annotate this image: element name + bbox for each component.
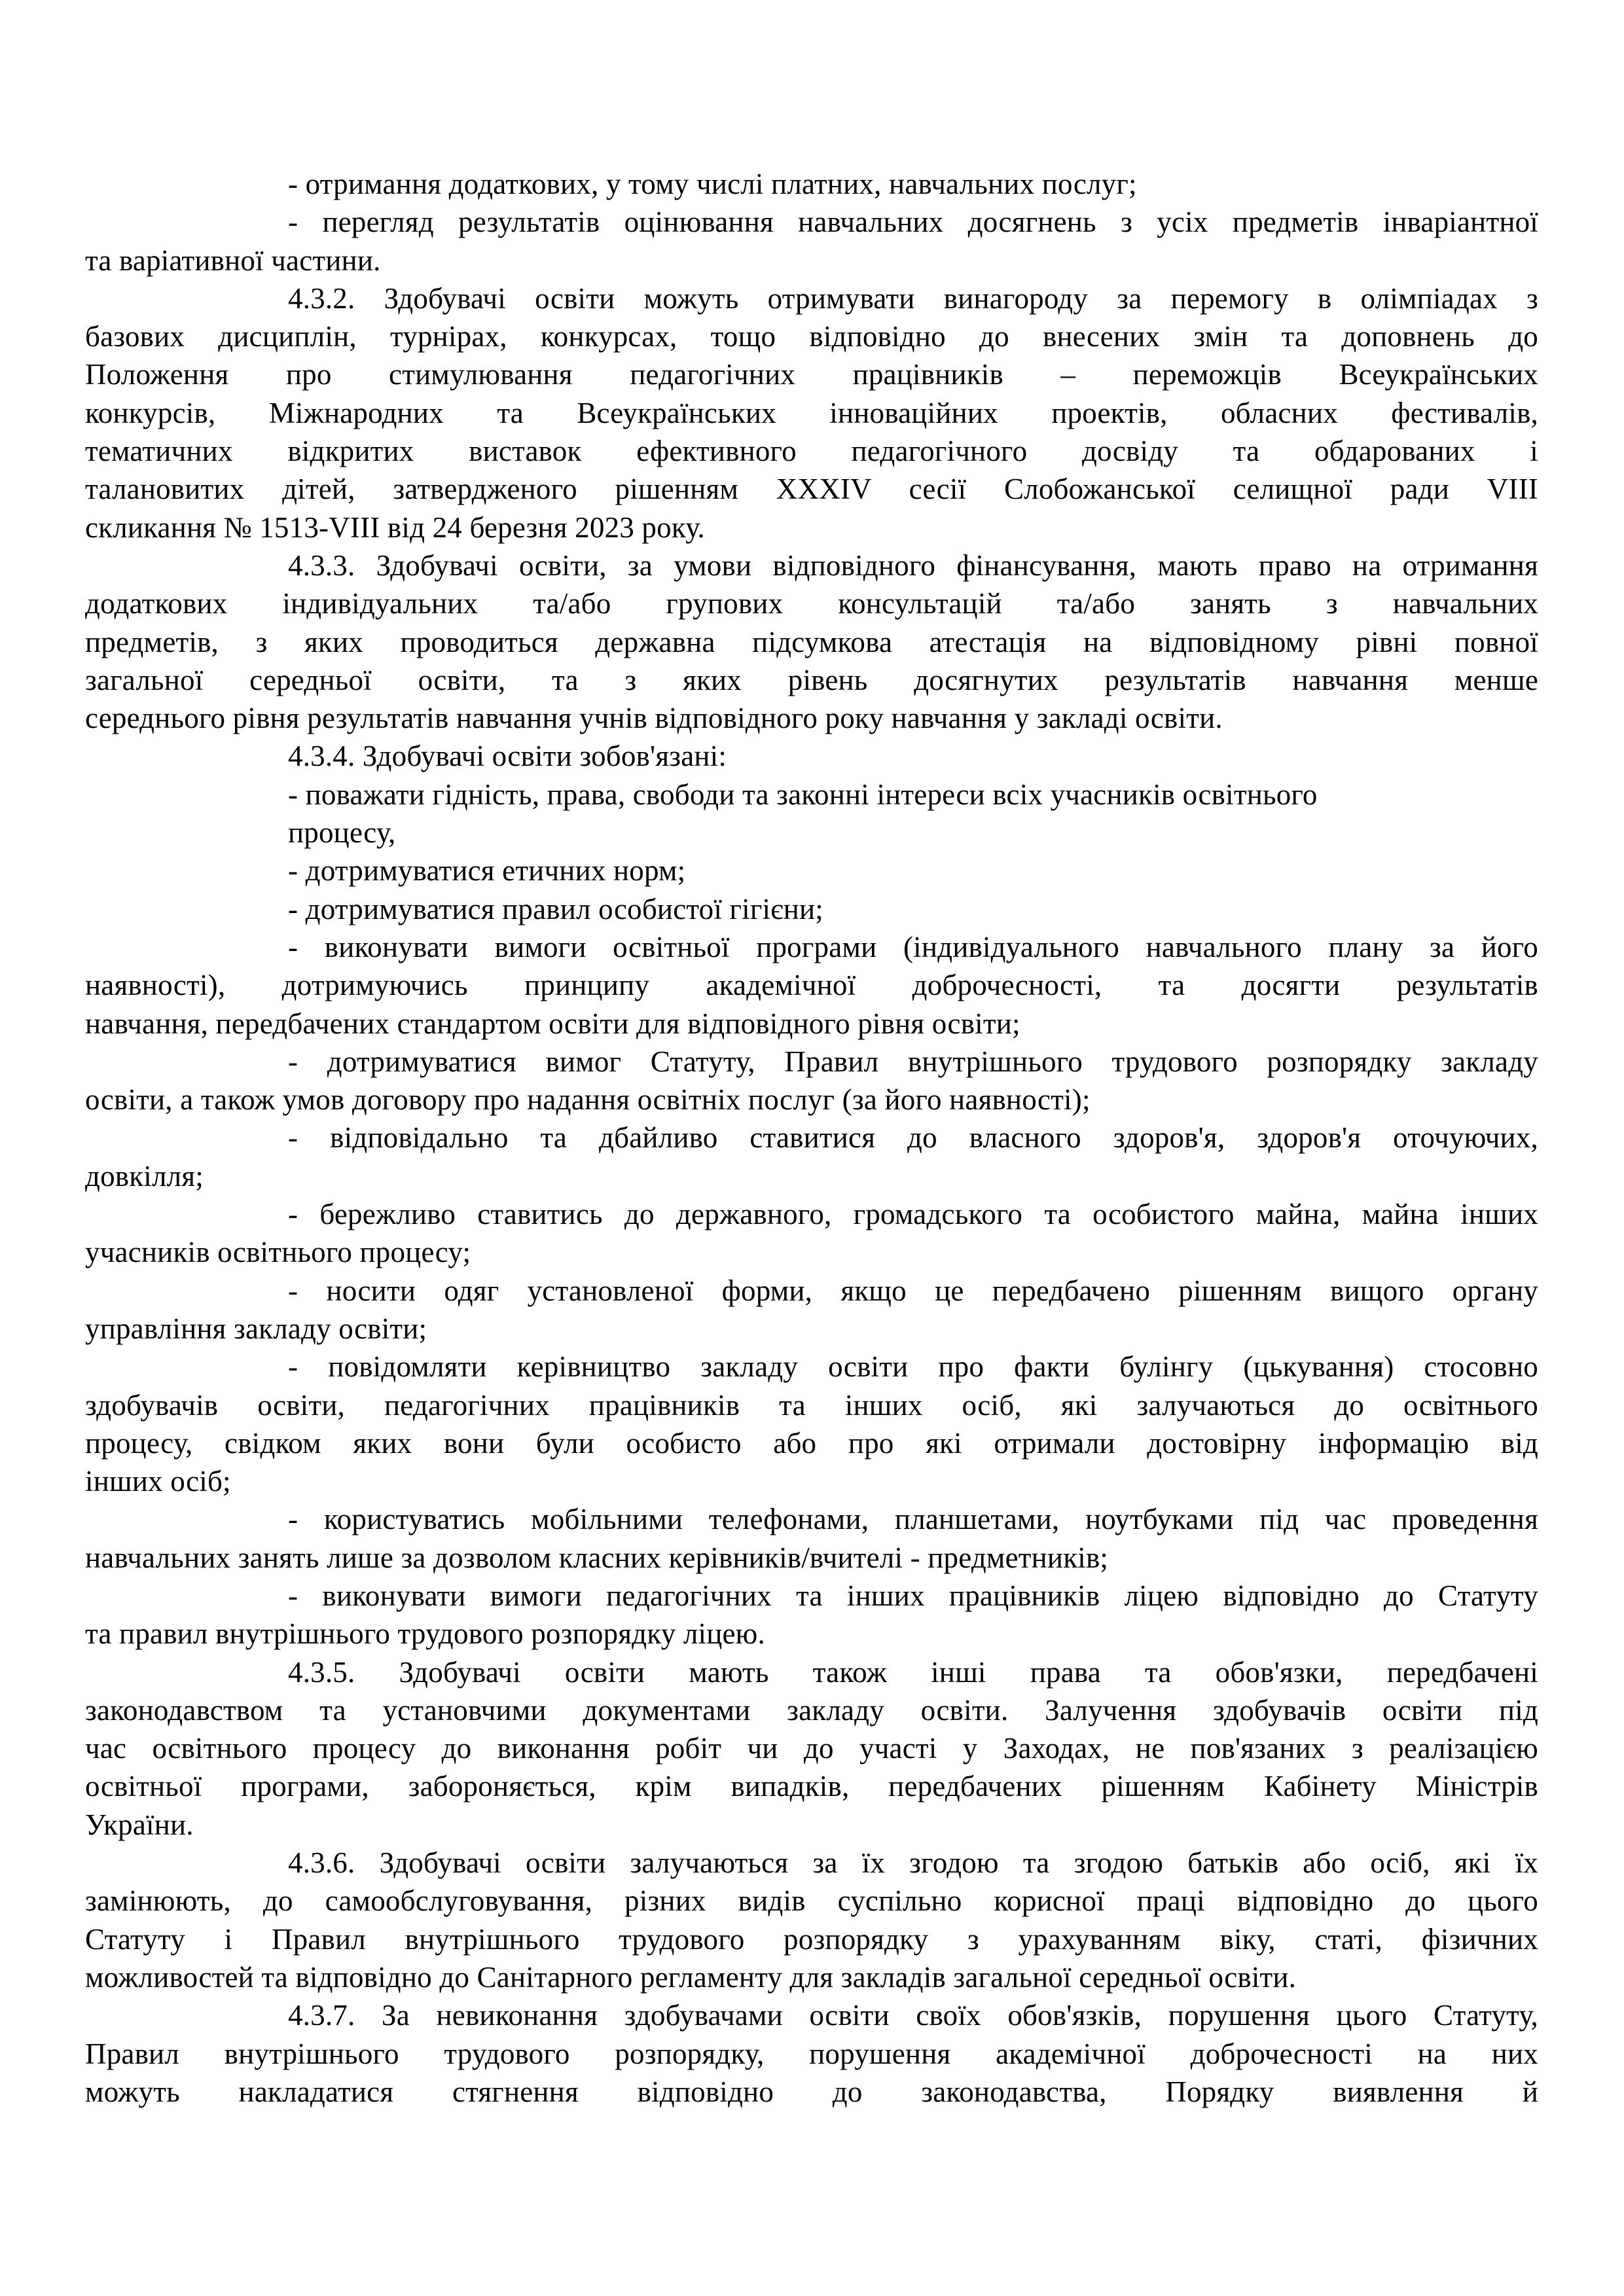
text-line: наявності), дотримуючись принципу академічної доброчесності, та досягти результатів <box>85 969 1538 1002</box>
text-line: базових дисциплін, турнірах, конкурсах, тощо відповідно до внесених змін та доповнень до <box>85 320 1538 353</box>
text-line: предметів, з яких проводиться державна підсумкова атестація на відповідному рівні повної <box>85 625 1538 658</box>
text-line: України. <box>85 1808 194 1841</box>
text-line: Статуту і Правил внутрішнього трудового розпорядку з урахуванням віку, статі, фізичних <box>85 1922 1538 1956</box>
text-line: процесу, <box>288 816 396 850</box>
text-line: здобувачів освіти, педагогічних працівників та інших осіб, які залучаються до освітнього <box>85 1388 1538 1422</box>
text-line: 4.3.6. Здобувачі освіти залучаються за їх згодою та згодою батьків або осіб, які їх <box>288 1846 1538 1880</box>
text-line: 4.3.7. За невиконання здобувачами освіти своїх обов'язків, порушення цього Статуту, <box>288 1999 1538 2032</box>
text-line: Положення про стимулювання педагогічних працівників – переможців Всеукраїнських <box>85 358 1538 391</box>
text-line: освітньої програми, забороняється, крім випадків, передбачених рішенням Кабінету Міністрів <box>85 1770 1538 1803</box>
text-line: додаткових індивідуальних та/або групових консультацій та/або занять з навчальних <box>85 587 1538 620</box>
text-line: тематичних відкритих виставок ефективного педагогічного досвіду та обдарованих і <box>85 435 1538 468</box>
text-line: 4.3.5. Здобувачі освіти мають також інші права та обов'язки, передбачені <box>288 1655 1538 1689</box>
text-line: Правил внутрішнього трудового розпорядку, порушення академічної доброчесності на них <box>85 2037 1538 2070</box>
text-line: та правил внутрішнього трудового розпорядку ліцею. <box>85 1617 765 1651</box>
text-line: учасників освітнього процесу; <box>85 1236 471 1269</box>
text-line: - отримання додаткових, у тому числі платних, навчальних послуг; <box>288 168 1137 200</box>
text-line: управління закладу освіти; <box>85 1312 427 1345</box>
text-line: - повідомляти керівництво закладу освіти про факти булінгу (цькування) стосовно <box>288 1350 1538 1384</box>
text-line: - перегляд результатів оцінювання навчальних досягнень з усіх предметів інваріантної <box>288 206 1538 239</box>
statute-text-block <box>85 165 1538 2111</box>
text-line: навчання, передбачених стандартом освіти для відповідного рівня освіти; <box>85 1007 1020 1040</box>
text-line: - користуватись мобільними телефонами, планшетами, ноутбуками під час проведення <box>288 1503 1538 1536</box>
text-line: - дотримуватися вимог Статуту, Правил внутрішнього трудового розпорядку закладу <box>288 1045 1538 1078</box>
text-line: - дотримуватися етичних норм; <box>288 854 686 888</box>
text-line: - поважати гідність, права, свободи та законні інтереси всіх учасників освітнього <box>288 778 1318 811</box>
text-line: законодавством та установчими документами закладу освіти. Залучення здобувачів освіти під <box>85 1693 1538 1727</box>
text-line: талановитих дітей, затвердженого рішенням XXXIV сесії Слобожанської селищної ради VIII <box>85 473 1538 506</box>
text-line: - виконувати вимоги педагогічних та інших працівників ліцею відповідно до Статуту <box>288 1579 1538 1612</box>
text-line: - бережливо ставитись до державного, громадського та особистого майна, майна інших <box>288 1198 1538 1231</box>
text-line: 4.3.3. Здобувачі освіти, за умови відповідного фінансування, мають право на отримання <box>288 548 1538 582</box>
text-line: інших осіб; <box>85 1465 231 1498</box>
text-line: загальної середньої освіти, та з яких рівень досягнутих результатів навчання менше <box>85 663 1538 696</box>
text-line: 4.3.2. Здобувачі освіти можуть отримувати винагороду за перемогу в олімпіадах з <box>288 281 1538 315</box>
text-line: середнього рівня результатів навчання учнів відповідного року навчання у закладі освіти. <box>85 702 1223 735</box>
text-line: навчальних занять лише за дозволом класних керівників/вчителі - предметників; <box>85 1541 1109 1574</box>
text-line: можуть накладатися стягнення відповідно до законодавства, Порядку виявлення й <box>85 2075 1538 2108</box>
text-line: та варіативної частини. <box>85 243 381 277</box>
text-line: час освітнього процесу до виконання робіт чи до участі у Заходах, не пов'язаних з реалізацією <box>85 1732 1538 1765</box>
text-line: довкілля; <box>85 1159 204 1193</box>
text-line: - відповідально та дбайливо ставитися до власного здоров'я, здоров'я оточуючих, <box>288 1121 1538 1155</box>
text-line: конкурсів, Міжнародних та Всеукраїнських інноваційних проектів, обласних фестивалів, <box>85 396 1538 429</box>
text-line: замінюють, до самообслуговування, різних видів суспільно корисної праці відповідно до цього <box>85 1884 1538 1918</box>
text-line: - носити одяг установленої форми, якщо це передбачено рішенням вищого органу <box>288 1274 1538 1307</box>
text-line: 4.3.4. Здобувачі освіти зобов'язані: <box>288 740 727 773</box>
text-line: скликання № 1513-VIII від 24 березня 2023 року. <box>85 511 705 544</box>
text-line: - дотримуватися правил особистої гігієни; <box>288 892 824 925</box>
text-line: освіти, а також умов договору про надання освітніх послуг (за його наявності); <box>85 1083 1091 1117</box>
text-line: - виконувати вимоги освітньої програми (індивідуального навчального плану за його <box>288 930 1538 963</box>
text-line: можливостей та відповідно до Санітарного регламенту для закладів загальної середньої освіти. <box>85 1960 1297 1994</box>
text-line: процесу, свідком яких вони були особисто або про які отримали достовірну інформацію від <box>85 1426 1538 1460</box>
